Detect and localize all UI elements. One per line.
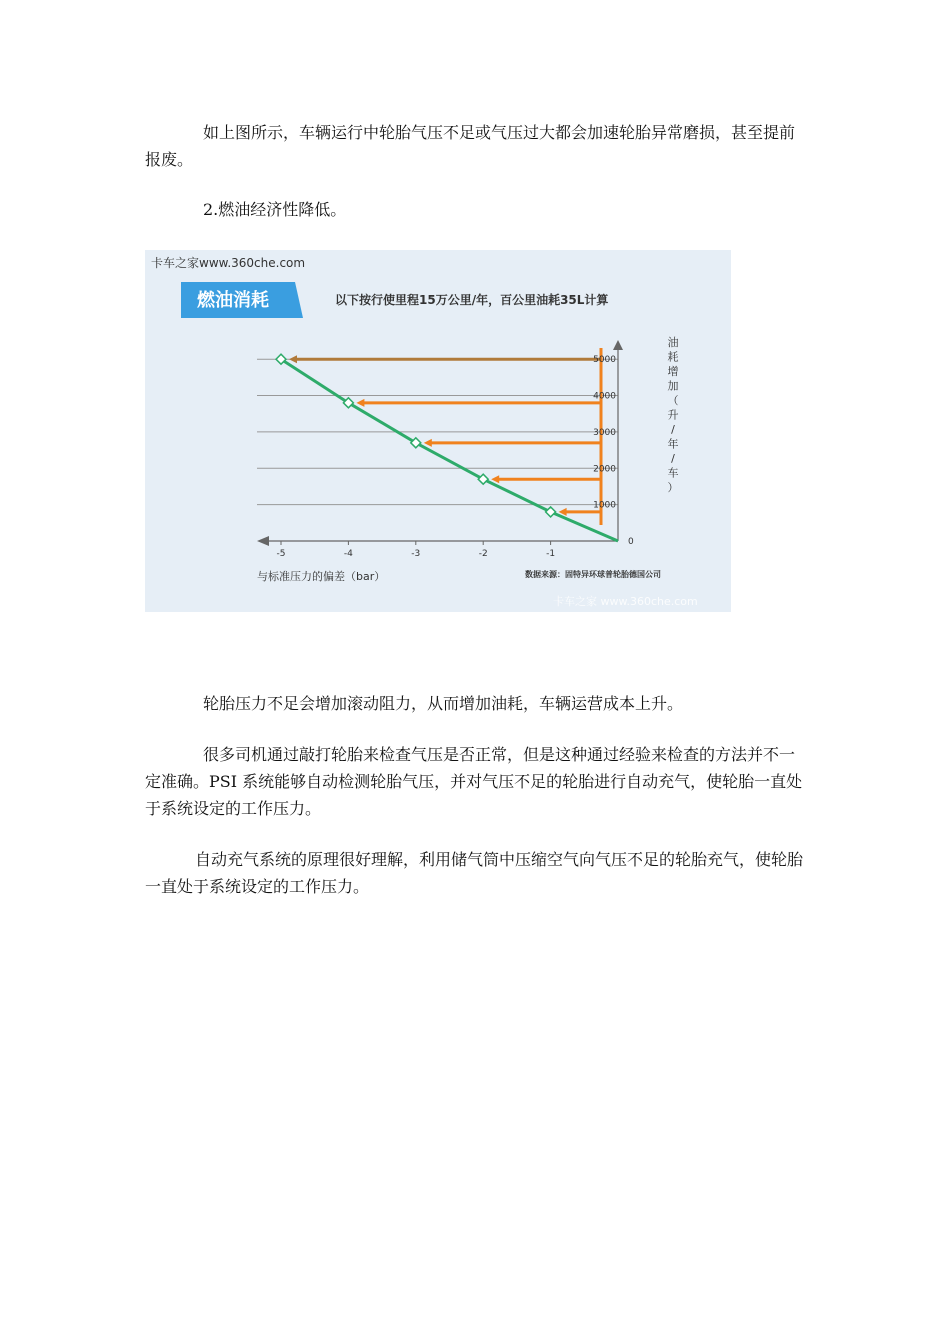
x-tick-label: -1 (546, 549, 556, 559)
paragraph-psi-system: 很多司机通过敲打轮胎来检查气压是否正常，但是这种通过经验来检查的方法并不一定准确。PSI 系统能够自动检测轮胎气压，并对气压不足的轮胎进行自动充气，使轮胎一直处于系统设定的工作压力。 (145, 745, 803, 818)
chart-subtitle: 以下按行使里程15万公里/年，百公里油耗35L计算 (335, 293, 609, 307)
fuel-consumption-chart (145, 250, 731, 612)
y-tick-label: 4000 (593, 391, 616, 402)
fuel-consumption-figure (145, 250, 731, 612)
y-axis-label-char: 增 (667, 365, 679, 378)
x-tick-label: -5 (276, 549, 286, 559)
paragraph-tire-wear: 如上图所示，车辆运行中轮胎气压不足或气压过大都会加速轮胎异常磨损，甚至提前报废。 (145, 123, 796, 169)
y-tick-label: 1000 (593, 500, 616, 511)
y-axis-label-char: 升 (667, 408, 679, 422)
x-axis-label: 与标准压力的偏差（bar） (257, 570, 386, 583)
y-tick-label: 5000 (593, 355, 616, 366)
y-axis-label-char: ） (667, 481, 679, 494)
banner-label: 燃油消耗 (197, 290, 269, 311)
y-axis-label-char: 油 (667, 336, 679, 349)
y-tick-label: 3000 (593, 427, 616, 438)
watermark-bottom: 卡车之家 www.360che.com (553, 595, 698, 608)
y-axis-label (668, 335, 679, 494)
y-axis-label-char: 年 (667, 437, 679, 451)
x-tick-label: -2 (478, 549, 488, 559)
paragraph-rolling-resistance: 轮胎压力不足会增加滚动阻力，从而增加油耗，车辆运营成本上升。 (203, 694, 684, 713)
y-tick-label: 0 (628, 537, 634, 547)
y-axis-label-char: 耗 (667, 350, 679, 364)
paragraph-auto-inflation: 自动充气系统的原理很好理解，利用储气筒中压缩空气向气压不足的轮胎充气，使轮胎一直处于系统设定的工作压力。 (145, 850, 804, 896)
y-axis-label-char: / (671, 452, 675, 465)
y-axis-label-char: （ (667, 394, 679, 407)
data-source: 数据来源：固特异环球普轮胎德国公司 (525, 570, 661, 579)
heading-fuel-economy: 2.燃油经济性降低。 (203, 200, 347, 219)
y-axis-label-char: / (671, 423, 675, 436)
y-axis-label-char: 加 (667, 379, 679, 393)
watermark-top: 卡车之家www.360che.com (151, 256, 306, 270)
x-tick-label: -4 (343, 549, 353, 559)
x-tick-label: -3 (411, 549, 421, 559)
y-tick-label: 2000 (593, 464, 616, 475)
y-axis-label-char: 车 (667, 466, 679, 480)
